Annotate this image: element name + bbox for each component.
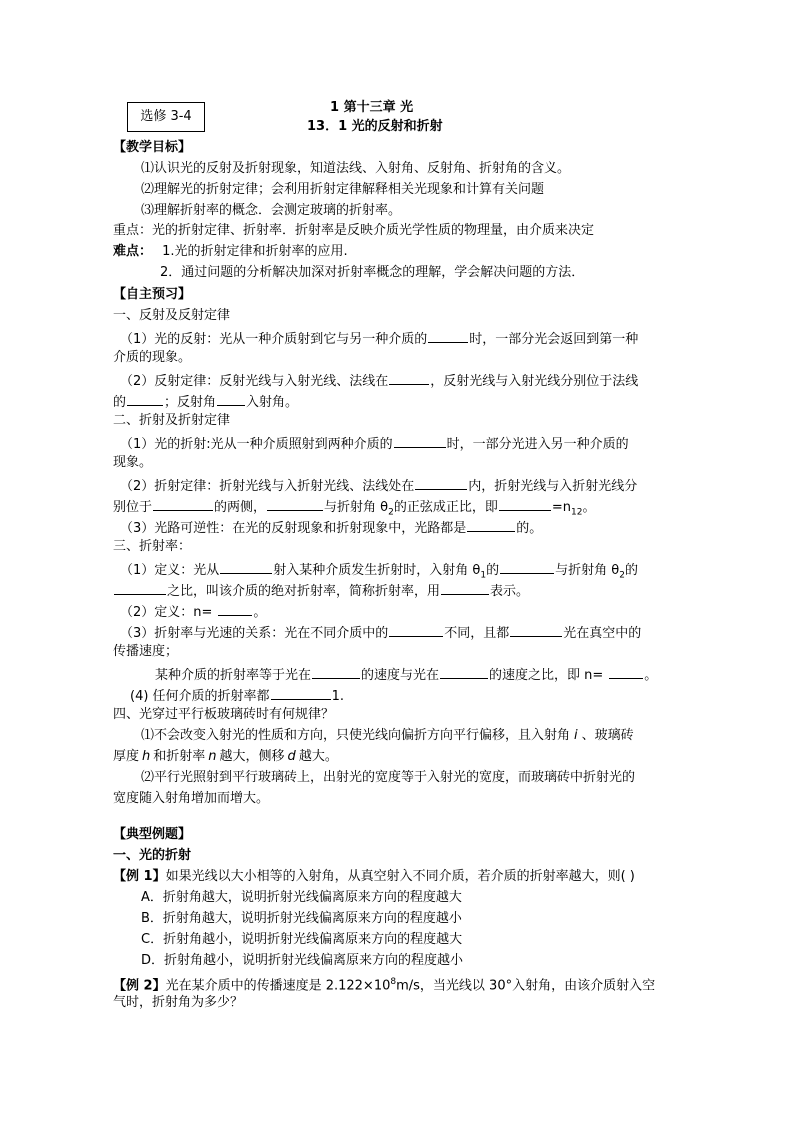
- answer-blank[interactable]: [440, 663, 488, 679]
- answer-blank[interactable]: [220, 558, 272, 574]
- preview-heading: 【自主预习】: [113, 287, 192, 302]
- text-span: 与折射角 θ: [324, 500, 389, 515]
- text-span: 如果光线以大小相等的入射角，从真空射入不同介质，若介质的折射率越大，则( ): [165, 869, 635, 884]
- glass-slab-1-cont: [113, 747, 338, 767]
- text-span: （3）光路可逆性：在光的反射现象和折射现象中，光路都是: [120, 521, 467, 536]
- difficulty-1: 1.光的折射定律和折射率的应用.: [162, 244, 348, 259]
- text-span: 厚度: [113, 749, 140, 764]
- text-span: 的: [624, 563, 638, 578]
- goal-2: ⑵理解光的折射定律；会利用折射定律解释相关光现象和计算有关问题: [141, 182, 545, 197]
- index-speed-relation: [120, 621, 641, 644]
- text-span: （1）定义：光从: [120, 563, 220, 578]
- subscript: 1: [480, 570, 487, 581]
- refraction-law: [120, 474, 637, 497]
- text-span: （3）折射率与光速的关系：光在不同介质中的: [120, 626, 389, 641]
- text-span: 。: [253, 605, 267, 620]
- glass-slab-2: ⑵平行光照射到平行玻璃砖上，出射光的宽度等于入射光的宽度，而玻璃砖中折射光的: [141, 770, 636, 785]
- answer-blank[interactable]: [114, 579, 166, 595]
- text-span: 、玻璃砖: [581, 728, 634, 743]
- subscript: 2: [388, 507, 394, 518]
- superscript: 8: [390, 977, 397, 987]
- text-span: 之比，叫该介质的绝对折射率，简称折射率，用: [167, 584, 441, 599]
- refraction-definition: [120, 432, 629, 455]
- reflection-law-cont: [113, 390, 298, 413]
- index-speed-ratio: [155, 663, 657, 686]
- course-box: 选修 3-4: [127, 102, 205, 132]
- text-span: d: [287, 749, 296, 764]
- text-span: （1）光的反射：光从一种介质射到它与另一种介质的: [120, 332, 428, 347]
- answer-blank[interactable]: [441, 579, 489, 595]
- option-a: A．折射角越大，说明折射光线偏离原来方向的程度越大: [141, 890, 462, 905]
- section-glass-slab: 四、光穿过平行板玻璃砖时有何规律？: [113, 707, 335, 722]
- answer-blank[interactable]: [415, 474, 467, 490]
- text-span: ，反射光线与入射光线分别位于法线: [430, 374, 639, 389]
- answer-blank[interactable]: [217, 390, 245, 406]
- text-span: 的正弦成正比，即: [393, 500, 498, 515]
- text-span: m/s，当光线以 30°入射角，由该介质射入空: [396, 978, 656, 994]
- text-span: i: [574, 728, 578, 743]
- option-d: D．折射角越小，说明折射光线偏离原来方向的程度越小: [141, 953, 464, 968]
- key-points: 重点：光的折射定律、折射率．折射率是反映介质光学性质的物理量，由介质来决定: [113, 223, 595, 238]
- difficulty-line-1: [113, 242, 348, 262]
- answer-blank[interactable]: [153, 495, 213, 511]
- text-span: 。: [582, 500, 596, 515]
- section-refraction: 二、折射及折射定律: [113, 413, 231, 428]
- text-span: 时，一部分光进入另一种介质的: [446, 437, 629, 452]
- index-definition-cont: [113, 579, 529, 602]
- text-span: （2）反射定律：反射光线与入射光线、法线在: [120, 374, 389, 389]
- text-span: 越大，侧移: [219, 749, 285, 764]
- text-span: 别位于: [113, 500, 153, 515]
- answer-blank[interactable]: [127, 390, 163, 406]
- text-span: 不同，且都: [444, 626, 510, 641]
- goals-heading: 【教学目标】: [113, 140, 192, 155]
- section-title: 13．1 光的反射和折射: [307, 119, 443, 134]
- answer-blank[interactable]: [389, 621, 443, 637]
- difficulty-2: 2．通过问题的分析解决加深对折射率概念的理解，学会解决问题的方法．: [160, 265, 585, 280]
- example-2-cont: 气时，折射角为多少？: [113, 995, 244, 1010]
- answer-blank[interactable]: [271, 684, 331, 700]
- difficulty-label: 难点：: [113, 244, 153, 259]
- answer-blank[interactable]: [609, 663, 643, 679]
- option-b: B．折射角越大，说明折射光线偏离原来方向的程度越小: [141, 911, 462, 926]
- glass-slab-2-cont: 宽度随入射角增加而增大。: [113, 791, 270, 806]
- text-span: （1）光的折射:光从一种介质照射到两种介质的: [120, 437, 393, 452]
- goal-3: ⑶理解折射率的概念．会测定玻璃的折射率。: [141, 203, 402, 218]
- text-span: 光在某介质中的传播速度是 2.122×10: [165, 978, 391, 994]
- text-span: 1.: [331, 689, 344, 704]
- example-label: 【例 1】: [113, 869, 166, 884]
- text-span: ⑴不会改变入射光的性质和方向，只使光线向偏折方向平行偏移，且入射角: [141, 728, 571, 743]
- text-span: （2）定义：n=: [120, 605, 213, 620]
- text-span: （2）折射定律：折射光线与入折射光线、法线处在: [120, 479, 415, 494]
- answer-blank[interactable]: [312, 663, 360, 679]
- text-span: (4) 任何介质的折射率都: [130, 689, 270, 704]
- chapter-title: 1 第十三章 光: [330, 100, 414, 115]
- text-span: 的: [486, 563, 500, 578]
- text-span: 入射角。: [246, 395, 299, 410]
- text-span: 时，一部分光会返回到第一种: [469, 332, 639, 347]
- answer-blank[interactable]: [510, 621, 562, 637]
- text-span: 某种介质的折射率等于光在: [155, 668, 312, 683]
- text-span: h: [142, 749, 151, 764]
- subscript: 12: [571, 507, 583, 518]
- example-1: [113, 867, 635, 887]
- text-span: 的速度与光在: [361, 668, 440, 683]
- text-span: 和折射率: [153, 749, 206, 764]
- index-comparison: [130, 684, 344, 707]
- option-c: C．折射角越小，说明折射光线偏离原来方向的程度越大: [141, 932, 463, 947]
- text-span: 内，折射光线与入折射光线分: [468, 479, 638, 494]
- text-span: 的: [113, 395, 127, 410]
- reversibility: [120, 516, 542, 539]
- answer-blank[interactable]: [394, 432, 446, 448]
- text-span: n: [208, 749, 217, 764]
- section-index: 三、折射率：: [113, 539, 192, 554]
- text-span: 。: [644, 668, 658, 683]
- examples-heading: 【典型例题】: [113, 827, 192, 842]
- reflection-definition: [120, 327, 638, 350]
- reflection-definition-cont: 介质的现象。: [113, 350, 192, 365]
- answer-blank[interactable]: [218, 600, 252, 616]
- answer-blank[interactable]: [500, 558, 554, 574]
- answer-blank[interactable]: [389, 369, 429, 385]
- answer-blank[interactable]: [428, 327, 468, 343]
- text-span: 射入某种介质发生折射时，入射角 θ: [273, 563, 481, 578]
- text-span: 的。: [516, 521, 543, 536]
- glass-slab-1: [141, 726, 634, 746]
- index-formula: [120, 600, 266, 623]
- goal-1: ⑴认识光的反射及折射现象，知道法线、入射角、反射角、折射角的含义。: [141, 161, 571, 176]
- index-speed-relation-cont: 传播速度；: [113, 644, 179, 659]
- answer-blank[interactable]: [499, 495, 551, 511]
- example-label: 【例 2】: [113, 978, 166, 994]
- text-span: ；反射角: [164, 395, 217, 410]
- text-span: 光在真空中的: [563, 626, 642, 641]
- subscript: 2: [619, 570, 625, 581]
- answer-blank[interactable]: [267, 495, 323, 511]
- section-reflection: 一、反射及反射定律: [113, 308, 231, 323]
- text-span: =n: [551, 500, 572, 515]
- text-span: 表示。: [490, 584, 530, 599]
- refraction-definition-cont: 现象。: [113, 455, 153, 470]
- reflection-law: [120, 369, 638, 392]
- text-span: 越大。: [298, 749, 338, 764]
- text-span: 的两侧，: [214, 500, 267, 515]
- answer-blank[interactable]: [467, 516, 515, 532]
- section-refraction-examples: 一、光的折射: [113, 848, 192, 863]
- text-span: 与折射角 θ: [555, 563, 620, 578]
- text-span: 的速度之比，即 n=: [489, 668, 604, 683]
